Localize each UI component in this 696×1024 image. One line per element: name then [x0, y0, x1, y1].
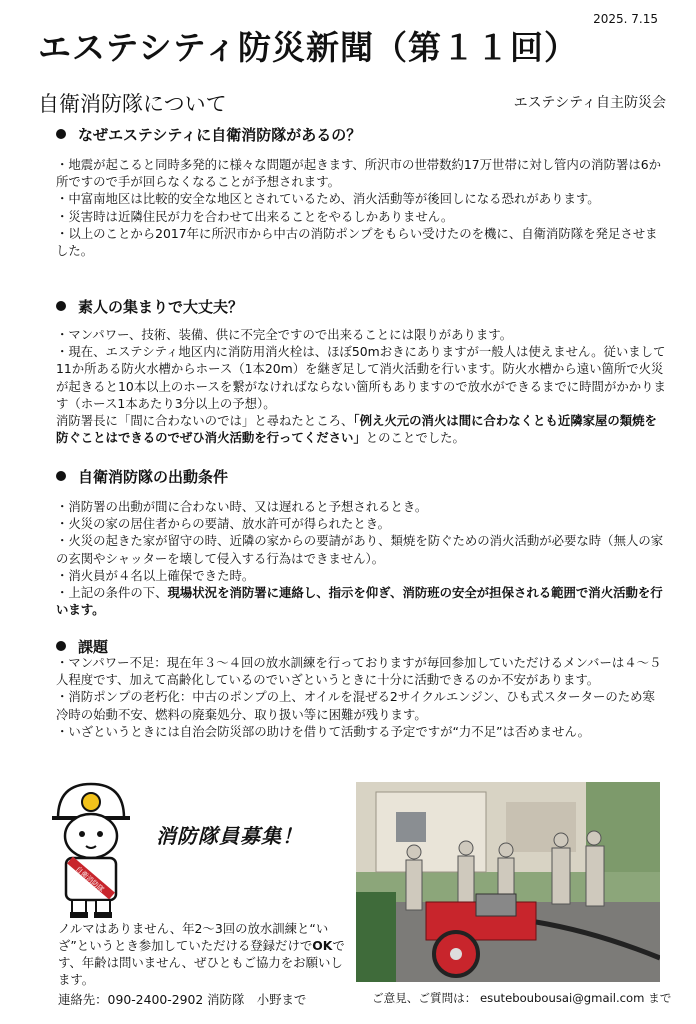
- bullet-icon: [56, 129, 66, 139]
- contact-info: 連絡先：090-2400-2902 消防隊 小野まで: [58, 992, 307, 1007]
- subtitle: 自衛消防隊について: [38, 92, 227, 116]
- bullet-icon: [56, 641, 66, 651]
- mascot-sash-text: 自衛消防隊: [73, 865, 106, 895]
- section-heading-amateur: 素人の集まりで大丈夫？: [56, 296, 243, 317]
- section-heading-issues: 課題: [56, 636, 108, 657]
- recruit-body: ノルマはありません、年2～3回の放水訓練と“いざ”というとき参加していただける登録だけでOKです、年齢は問いません、ぜひともご協力をお願いします。: [58, 921, 345, 987]
- recruit-title: 消防隊員募集！: [156, 824, 303, 848]
- section-body-amateur: ・マンパワー、技術、装備、供に不完全ですので出来ることには限りがあります。 ・現在、エステシティ地区内に消防用消火栓は、ほぼ50mおきにありますが一般人は使えません。従いまして11か所ある防火水槽からホース（1本20m）を継ぎ足して消火活動を行います。防火水槽から遠い箇所で火災が起きると10本以上のホースを繋がなければならない箇所もありますので放水ができるまでに時間がかかります（ホース1本あたり3分以上の予想）。 消防署長に「間に合わないのでは」と尋ねたところ、「例え火元の消火は間に合わなくとも近隣家屋の類焼を防ぐことはできるのでぜひ消火活動を行ってください」とのことでした。: [56, 327, 666, 446]
- section-body-issues: ・マンパワー不足：現在年３～４回の放水訓練を行っておりますが毎回参加していただけるメンバーは４～５人程度です、加えて高齢化しているのでいざというときに十分に活動できるのか不安があります。 ・消防ポンプの老朽化：中古のポンプの上、オイルを混ぜる2サイクルエンジン、ひも式スターターのため寒冷時の始動不安、燃料の廃棄処分、取り扱い等に困難が残ります。 ・いざというときには自治会防災部の助けを借りて活動する予定ですが“力不足”は否めません。: [56, 655, 662, 739]
- firefighter-mascot-icon: [50, 778, 132, 918]
- email-note: ご意見、ご質問は： esuteboubousai@gmail.com まで: [372, 991, 672, 1005]
- section-body-why: ・地震が起こると同時多発的に様々な問題が起きます、所沢市の世帯数約17万世帯に対し管内の消防署は6か所ですので手が回らなくなることが予想されます。 ・中富南地区は比較的安全な地区とされているため、消火活動等が後回しになる恐れがあります。 ・災害時は近隣住民が力を合わせて出来ることをやるしかありません。 ・以上のことから2017年に所沢市から中古の消防ポンプをもらい受けたのを機に、自衛消防隊を発足させました。: [56, 157, 662, 259]
- page-title: エステシティ防災新聞（第１１回）: [38, 28, 579, 67]
- bullet-icon: [56, 301, 66, 311]
- fire-pump-training-photo: [356, 782, 660, 982]
- section-body-conditions: ・消防署の出動が間に合わない時、又は遅れると予想されるとき。 ・火災の家の居住者からの要請、放水許可が得られたとき。 ・火災の起きた家が留守の時、近隣の家からの要請があり、類焼を防ぐための消火活動が必要な時（無人の家の玄関やシャッターを壊して侵入する行為はできません）。 ・消火員が４名以上確保できた時。 ・上記の条件の下、現場状況を消防署に連絡し、指示を仰ぎ、消防班の安全が担保される範囲で消火活動を行います。: [56, 499, 664, 618]
- organization-name: エステシティ自主防災会: [513, 95, 666, 111]
- section-heading-why: なぜエステシティに自衛消防隊があるの？: [56, 124, 361, 145]
- section-heading-conditions: 自衛消防隊の出動条件: [56, 466, 228, 487]
- issue-date: 2025. 7.15: [593, 12, 658, 26]
- bullet-icon: [56, 471, 66, 481]
